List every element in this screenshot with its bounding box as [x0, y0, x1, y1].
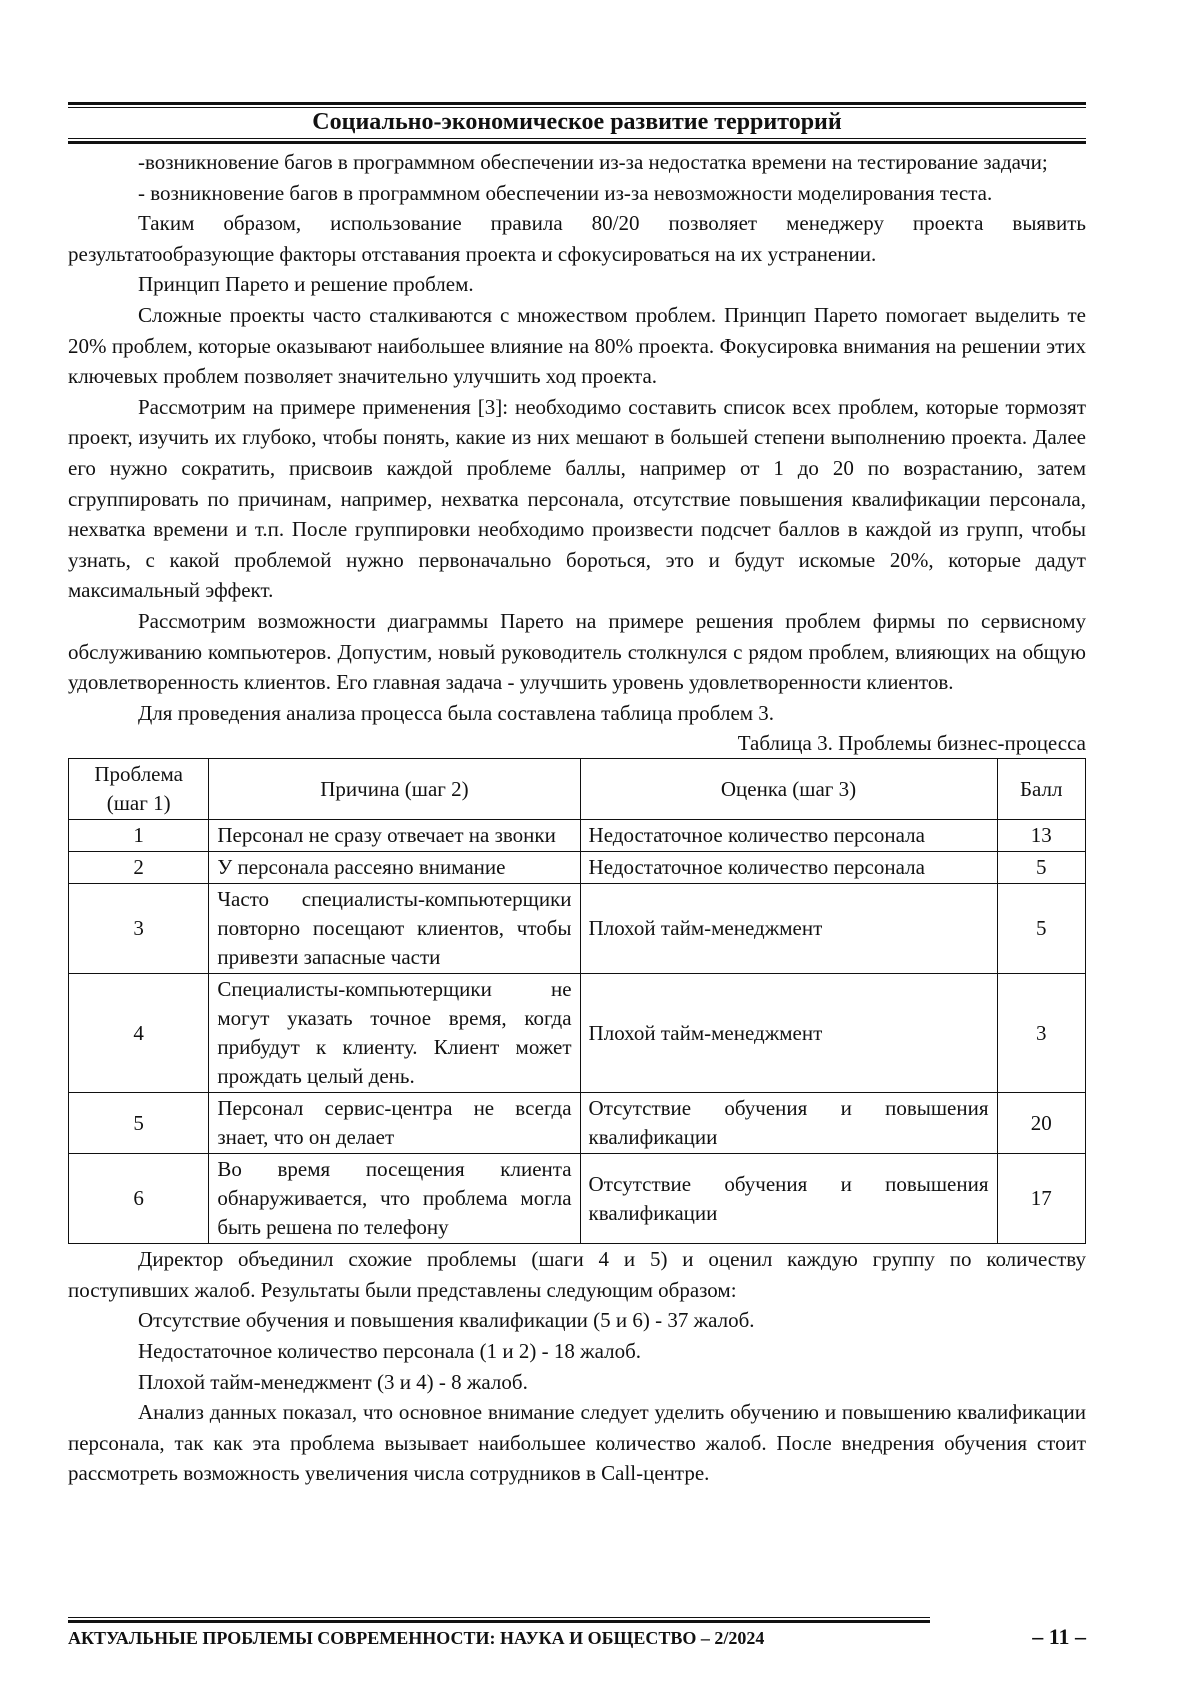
cell-score: 13 [997, 820, 1085, 852]
table-row [69, 820, 1086, 852]
cell-evaluation: Плохой тайм-менеджмент [580, 884, 997, 974]
header-evaluation: Оценка (шаг 3) [580, 759, 997, 820]
paragraph: Недостаточное количество персонала (1 и 2) - 18 жалоб. [138, 1339, 642, 1364]
paragraph: - возникновение багов в программном обеспечении из-за невозможности моделирования теста. [138, 180, 993, 205]
cell-score: 20 [997, 1093, 1085, 1154]
paragraph: -возникновение багов в программном обеспечении из-за недостатка времени на тестирование задачи; [138, 150, 1048, 174]
cell-evaluation: Отсутствие обучения и повышения квалификации [580, 1093, 997, 1154]
paragraph: Таким образом, использование правила 80/20 позволяет менеджеру проекта выявить результатообразующие факторы отставания проекта и сфокусироваться на их устранении. [68, 211, 1086, 266]
cell-num: 1 [69, 820, 209, 852]
article-body [68, 147, 1086, 1489]
cell-num: 6 [69, 1154, 209, 1244]
header-cause: Причина (шаг 2) [209, 759, 580, 820]
footer-rule [68, 1617, 930, 1623]
paragraph: Директор объединил схожие проблемы (шаги 4 и 5) и оценил каждую группу по количеству поступивших жалоб. Результаты были представлены следующим образом: [68, 1247, 1086, 1302]
paragraph: Для проведения анализа процесса была составлена таблица проблем 3. [138, 700, 775, 725]
running-title: Социально-экономическое развитие территорий [312, 109, 842, 135]
table-caption: Таблица 3. Проблемы бизнес-процесса [737, 731, 1086, 756]
paragraph: Анализ данных показал, что основное внимание следует уделить обучению и повышению квалификации персонала, так как эта проблема вызывает наибольшее количество жалоб. После внедрения обучения стоит рассмотреть возможность увеличения числа сотрудников в Call-центре. [68, 1400, 1086, 1486]
cell-evaluation: Плохой тайм-менеджмент [580, 974, 997, 1093]
page-number: – 11 – [1032, 1624, 1086, 1649]
cell-score: 5 [997, 852, 1085, 884]
cell-num: 5 [69, 1093, 209, 1154]
cell-num: 3 [69, 884, 209, 974]
cell-score: 5 [997, 884, 1085, 974]
header-rule-bottom [68, 138, 1086, 144]
cell-cause: Персонал не сразу отвечает на звонки [209, 820, 580, 852]
paragraph: Рассмотрим на примере применения [3]: необходимо составить список всех проблем, которые тормозят проект, изучить их глубоко, чтобы понять, какие из них мешают в большей степени выполнению проекта. Далее его нужно сократить, присвоив каждой проблеме баллы, например от 1 до 20 по возрастанию, затем сгруппировать по причинам, например, нехватка персонала, отсутствие повышения квалификации персонала, нехватка времени и т.п. После группировки необходимо произвести подсчет баллов в каждой из групп, чтобы узнать, с какой проблемой нужно первоначально бороться, это и будут искомые 20%, которые дадут максимальный эффект. [68, 394, 1086, 603]
paragraph: Плохой тайм-менеджмент (3 и 4) - 8 жалоб. [138, 1369, 528, 1394]
header-score: Балл [997, 759, 1085, 820]
table-row [69, 1093, 1086, 1154]
table-row [69, 974, 1086, 1093]
cell-score: 3 [997, 974, 1085, 1093]
cell-cause: Во время посещения клиента обнаруживается, что проблема могла быть решена по телефону [209, 1154, 580, 1244]
cell-cause: Специалисты-компьютерщики не могут указать точное время, когда прибудут к клиенту. Клиент может прождать целый день. [209, 974, 580, 1093]
cell-cause: Персонал сервис-центра не всегда знает, что он делает [209, 1093, 580, 1154]
cell-evaluation: Недостаточное количество персонала [580, 852, 997, 884]
cell-cause: Часто специалисты-компьютерщики повторно посещают клиентов, чтобы привезти запасные части [209, 884, 580, 974]
problems-table [68, 758, 1086, 1244]
cell-num: 4 [69, 974, 209, 1093]
table-row [69, 852, 1086, 884]
cell-evaluation: Недостаточное количество персонала [580, 820, 997, 852]
paragraph: Отсутствие обучения и повышения квалификации (5 и 6) - 37 жалоб. [138, 1308, 755, 1333]
table-row [69, 1154, 1086, 1244]
paragraph: Рассмотрим возможности диаграммы Парето на примере решения проблем фирмы по сервисному обслуживанию компьютеров. Допустим, новый руководитель столкнулся с рядом проблем, влияющих на общую удовлетворенность клиентов. Его главная задача - улучшить уровень удовлетворенности клиентов. [68, 608, 1086, 695]
table-row [69, 884, 1086, 974]
table-header-row [69, 759, 1086, 820]
cell-cause: У персонала рассеяно внимание [209, 852, 580, 884]
footer-journal-title: АКТУАЛЬНЫЕ ПРОБЛЕМЫ СОВРЕМЕННОСТИ: НАУКА И ОБЩЕСТВО – 2/2024 [68, 1628, 765, 1648]
header-problem: Проблема (шаг 1) [69, 759, 209, 820]
cell-score: 17 [997, 1154, 1085, 1244]
cell-evaluation: Отсутствие обучения и повышения квалификации [580, 1154, 997, 1244]
paragraph: Принцип Парето и решение проблем. [138, 272, 474, 297]
cell-num: 2 [69, 852, 209, 884]
paragraph: Сложные проекты часто сталкиваются с множеством проблем. Принцип Парето помогает выделить те 20% проблем, которые оказывают наибольшее влияние на 80% проекта. Фокусировка внимания на решении этих ключевых проблем позволяет значительно улучшить ход проекта. [68, 302, 1086, 389]
